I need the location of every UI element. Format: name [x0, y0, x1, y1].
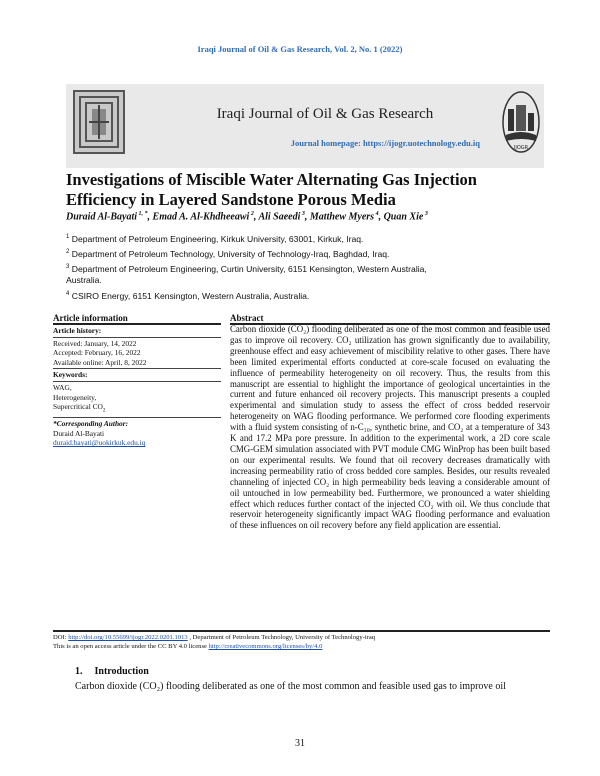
author-name: Matthew Myers	[309, 211, 375, 223]
author-separator: ,	[304, 211, 310, 223]
affiliation-3-cont	[66, 274, 536, 287]
article-title: Investigations of Miscible Water Alternating Gas Injection Efficiency in Layered Sandstone Porous Media	[66, 170, 477, 209]
keywords-label: Keywords:	[53, 370, 88, 380]
section-number: 1.	[75, 666, 83, 677]
affiliation-1	[66, 231, 536, 246]
corresponding-email	[53, 438, 221, 448]
article-info-heading: Article information	[53, 313, 128, 323]
author-separator: ,	[147, 211, 153, 223]
affiliation-4	[66, 288, 536, 303]
author-name: Quan Xie	[383, 211, 424, 223]
author-affiliation-mark: 1, *	[137, 211, 148, 217]
footnote-rule	[53, 630, 550, 632]
affiliation-text: Australia.	[66, 275, 102, 285]
affiliation-text: Department of Petroleum Engineering, Curtin University, 6151 Kensington, Western Australia,	[71, 263, 427, 274]
info-rule	[53, 337, 221, 338]
affiliation-text: CSIRO Energy, 6151 Kensington, Western Australia, Australia.	[71, 290, 310, 301]
abstract-heading: Abstract	[230, 313, 264, 323]
author-affiliation-mark: 4	[374, 211, 379, 217]
article-history	[53, 326, 221, 448]
introduction-heading	[75, 666, 149, 677]
affiliation-text: Department of Petroleum Technology, University of Technology-Iraq, Baghdad, Iraq.	[71, 248, 390, 259]
journal-name: Iraqi Journal of Oil & Gas Research	[216, 106, 434, 122]
info-rule	[53, 417, 221, 418]
info-rule	[53, 368, 221, 369]
author-affiliation-mark: 3	[300, 211, 305, 217]
section-title: Introduction	[94, 666, 149, 677]
masthead-banner	[66, 84, 544, 168]
license-link[interactable]: http://creativecommons.org/licenses/by/4.0	[208, 643, 323, 650]
author-list	[66, 211, 536, 222]
author-separator: ,	[378, 211, 384, 223]
affiliation-2	[66, 246, 536, 261]
license-line: This is an open access article under the CC BY 4.0 license http://creativecommons.org/licenses/by/4.0	[53, 643, 323, 650]
info-rule	[53, 381, 221, 382]
author-name: Ali Saeedi	[258, 211, 301, 223]
corresponding-label: *Corresponding Author:	[53, 419, 129, 429]
affiliation-num: 3	[66, 264, 70, 270]
history-label: Article history:	[53, 326, 102, 335]
doi-link[interactable]: http://doi.org/10.55699/ijogr.2022.0201.1013	[68, 634, 188, 641]
journal-homepage-link[interactable]: Journal homepage: https://ijogr.uotechnology.edu.iq	[290, 138, 480, 148]
author-affiliation-mark: 2	[249, 211, 254, 217]
affiliation-text: Department of Petroleum Engineering, Kirkuk University, 63001, Kirkuk, Iraq.	[71, 233, 364, 244]
journal-logo-text: IJOGR	[513, 145, 529, 151]
info-top-rule	[53, 323, 221, 325]
corresponding-name: Duraid Al-Bayati	[53, 428, 105, 438]
keyword: Heterogeneity,	[53, 392, 97, 402]
journal-logo-icon	[500, 87, 542, 157]
affiliation-num: 1	[66, 234, 70, 240]
author-separator: ,	[253, 211, 259, 223]
abstract-text: Carbon dioxide (CO₂) flooding deliberated as one of the most common and feasible used gas to improve oil recovery. CO₂ utilization has grown significantly due to availability, greenhouse effect and easy achievement of miscibility relative to other gases. There have been limited experimental efforts conducted at core-scale focused on evaluating the influence of permeability heterogeneity on oil recovery. Thus, the results from this manuscript are essential to highlight the importance of geological uncertainties in the current and future enhanced oil recovery projects. This manuscript presents a coupled experimental and simulation study to assess the effect of cross bedded reservoir heterogeneity on WAG flooding performance. We performed core flooding experiments with a fluid system consisting of n-C₁₀, synthetic brine, and CO₂ at a temperature of 343 K and 17.2 MPa pore pressure. In addition to the experimental work, a 2D core scale CMG-GEM simulation associated with PVT module CMG WinProp has been built based on our experimental results. We found that oil recovery decreases dramatically with increasing permeability ratio of cross bedded core samples. Besides, our results revealed channeling of injected CO₂ in high permeability beds leaving a considerable amount of oil untouched in low permeability bed. Furthermore, we pronounced a water shielding effect which reduces further contact of the injected CO₂ with oil. We thus conclude that reservoir heterogeneity significantly impact WAG flooding performance and evaluation of these influences on oil recovery before any field application are essential.	[230, 324, 550, 531]
running-head: Iraqi Journal of Oil & Gas Research, Vol. 2, No. 1 (2022)	[197, 44, 403, 54]
author-name: Duraid Al-Bayati	[66, 211, 138, 223]
keyword: WAG,	[53, 382, 72, 392]
doi-line: DOI: http://doi.org/10.55699/ijogr.2022.0201.1013 , Department of Petroleum Technology, University of Technology-iraq	[53, 634, 376, 641]
affiliation-num: 2	[66, 249, 70, 255]
introduction-first-line: Carbon dioxide (CO₂) flooding deliberated as one of the most common and feasible used gas to improve oil	[75, 681, 506, 692]
received-date: Received: January, 14, 2022	[53, 338, 137, 348]
author-affiliation-mark: 3	[423, 211, 428, 217]
affiliation-num: 4	[66, 291, 70, 297]
university-logo-icon	[70, 87, 128, 157]
corresponding-email-link[interactable]: duraid.bayati@uokirkuk.edu.iq	[53, 438, 146, 448]
page-number: 31	[295, 738, 305, 749]
author-name: Emad A. Al-Khdheeawi	[152, 211, 250, 223]
keyword: Supercritical $CO_2$	[53, 402, 106, 414]
available-date: Available online: April, 8, 2022	[53, 357, 147, 367]
accepted-date: Accepted: February, 16, 2022	[53, 348, 141, 358]
